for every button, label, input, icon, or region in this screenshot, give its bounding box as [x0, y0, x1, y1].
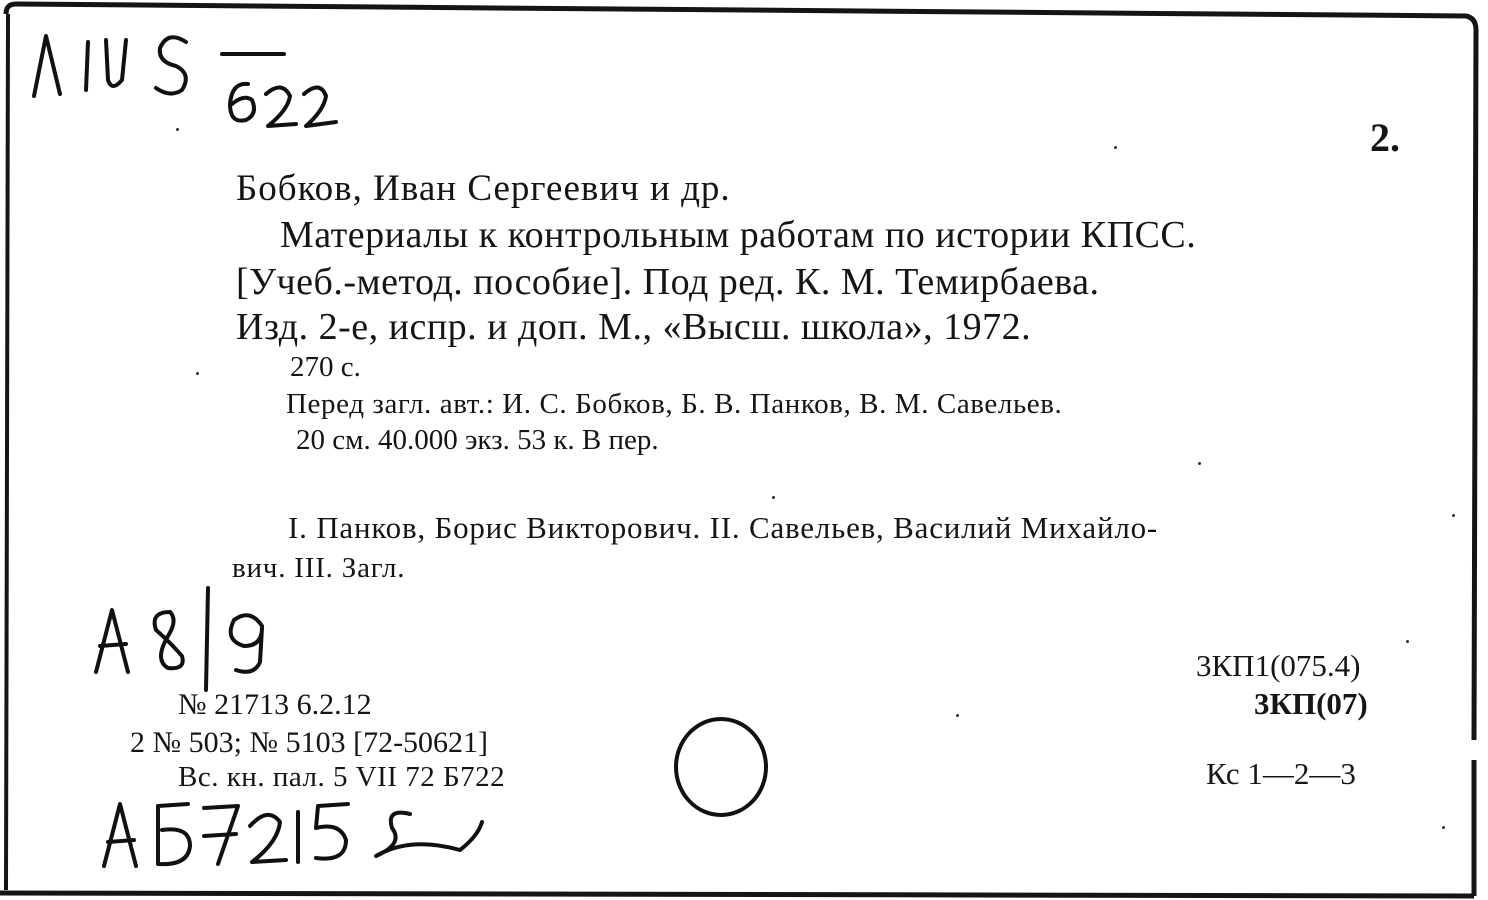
authors-note: Перед загл. авт.: И. С. Бобков, Б. В. Панков, В. М. Савельев. [286, 388, 1063, 420]
classification-index-2: 3КП(07) [1254, 686, 1368, 721]
title-line-2: [Учеб.-метод. пособие]. Под ред. К. М. Темирбаева. [236, 261, 1100, 303]
handwritten-shelf-mark [222, 54, 336, 126]
tracing-line-2: вич. III. Загл. [232, 552, 406, 584]
scan-speck [1198, 462, 1201, 465]
scan-speck [772, 496, 775, 499]
scan-speck [956, 714, 959, 717]
title-line-3: Изд. 2-е, испр. и доп. М., «Высш. школа», 1972. [236, 306, 1032, 348]
scan-speck [1406, 640, 1409, 643]
page-number: 2. [1370, 115, 1400, 160]
classification-index-1: 3КП1(075.4) [1196, 648, 1361, 683]
handwritten-top-left-mark [34, 36, 186, 96]
scan-speck [1442, 826, 1445, 829]
registration-line-1: № 21713 6.2.12 [178, 688, 372, 721]
handwritten-middle-mark [96, 588, 262, 690]
handwritten-inventory-number [104, 804, 482, 866]
scan-speck [1452, 514, 1455, 517]
scan-speck [196, 372, 199, 375]
title-line-1: Материалы к контрольным работам по истории КПСС. [280, 214, 1197, 256]
scan-speck [1114, 146, 1117, 149]
registration-line-3: Вс. кн. пал. 5 VII 72 Б722 [178, 761, 506, 793]
scan-speck [176, 128, 179, 131]
author-heading: Бобков, Иван Сергеевич и др. [236, 168, 731, 209]
circle-mark [676, 719, 766, 815]
cutter-number: Кс 1—2—3 [1206, 756, 1356, 791]
registration-line-2: 2 № 503; № 5103 [72-50621] [130, 726, 489, 759]
size-run-price: 20 см. 40.000 экз. 53 к. В пер. [296, 424, 659, 456]
tracing-line-1: I. Панков, Борис Викторович. II. Савельев, Василий Михайло- [288, 510, 1159, 545]
page-count: 270 с. [290, 351, 361, 383]
